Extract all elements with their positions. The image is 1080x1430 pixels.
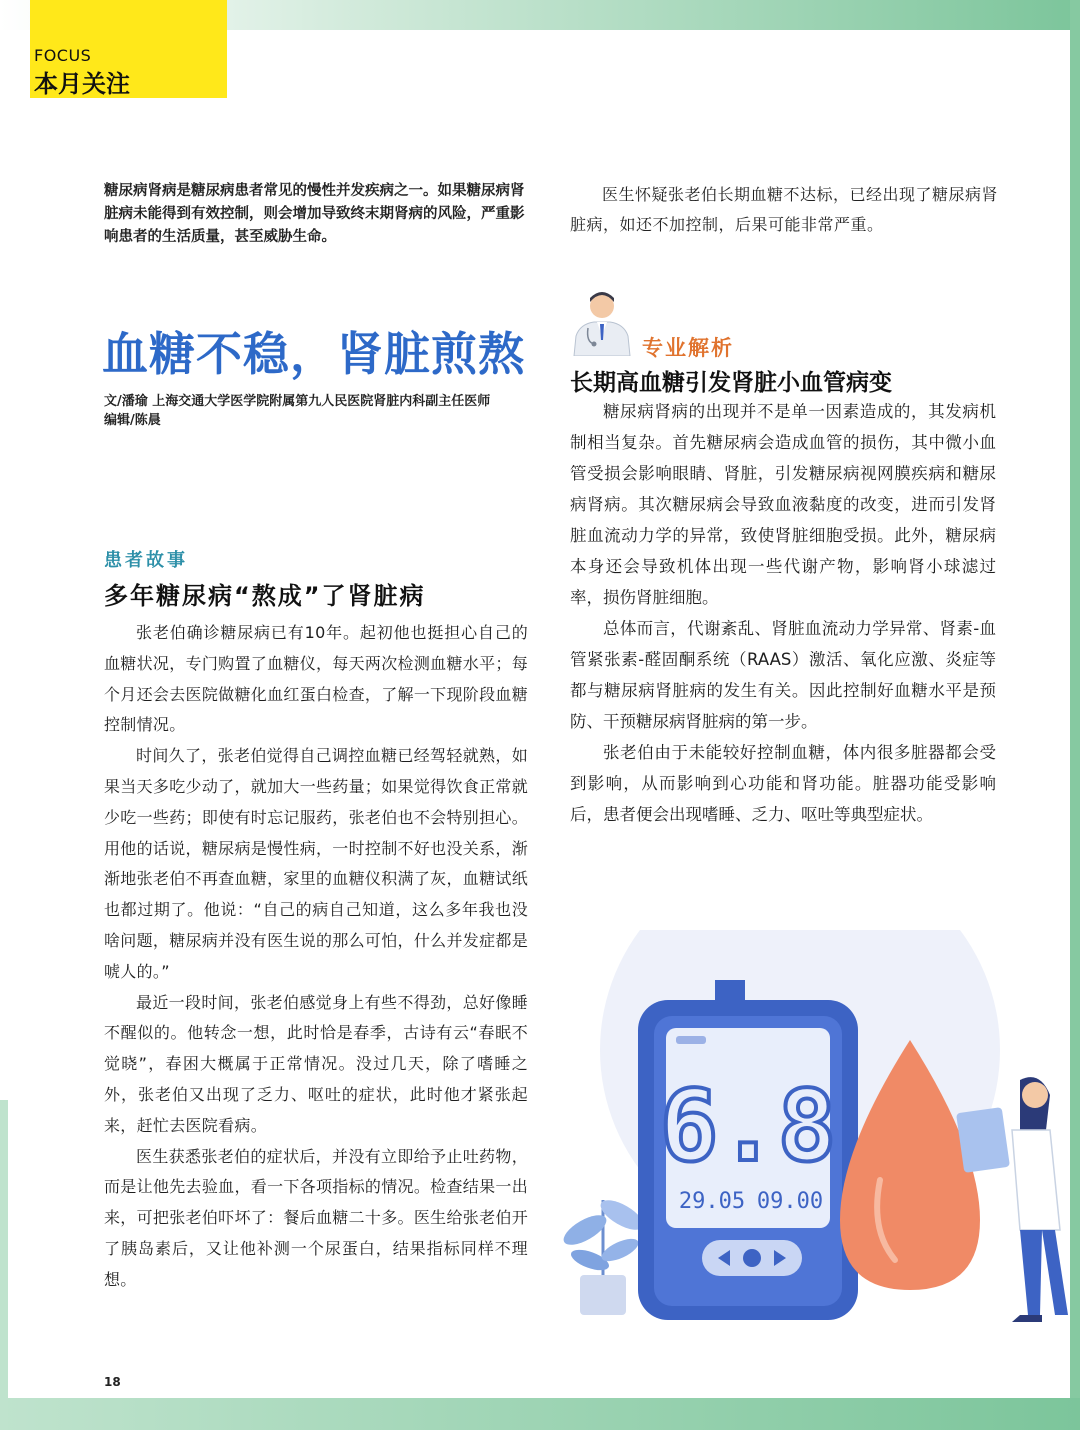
left-border	[0, 1100, 8, 1430]
lead-paragraph: 糖尿病肾病是糖尿病患者常见的慢性并发疾病之一。如果糖尿病肾脏病未能得到有效控制，则会增加导致终末期肾病的风险，严重影响患者的生活质量，甚至威胁生命。	[104, 183, 525, 245]
story-paragraph: 医生获悉张老伯的症状后，并没有立即给予止吐药物，而是让他先去验血，看一下各项指标的情况。检查结果一出来，可把张老伯吓坏了：餐后血糖二十多。医生给张老伯开了胰岛素后，又让他补测一个尿蛋白，结果指标同样不理想。	[104, 1146, 528, 1289]
bottom-border	[0, 1398, 1080, 1430]
story-body	[104, 618, 528, 1296]
glucose-meter-illustration	[550, 930, 1080, 1330]
meter-date: 29.05	[678, 1189, 746, 1214]
page-number: 18	[104, 1375, 121, 1389]
story-paragraph: 张老伯确诊糖尿病已有10年。起初他也挺担心自己的血糖状况，专门购置了血糖仪，每天两次检测血糖水平；每个月还会去医院做糖化血红蛋白检查，了解一下现阶段血糖控制情况。	[104, 623, 528, 735]
article-title: 血糖不稳，肾脏煎熬	[102, 327, 525, 381]
glucose-meter	[638, 980, 858, 1320]
analysis-tag: 专业解析	[642, 336, 734, 360]
section-label-zh: 本月关注	[34, 70, 130, 98]
analysis-body	[570, 396, 996, 830]
analysis-paragraph: 总体而言，代谢紊乱、肾脏血流动力学异常、肾素-血管紧张素-醛固酮系统（RAAS）激活、氧化应激、炎症等都与糖尿病肾脏病的发生有关。因此控制好血糖水平是预防、干预糖尿病肾脏病的第一步。	[570, 619, 996, 731]
story-paragraph: 时间久了，张老伯觉得自己调控血糖已经驾轻就熟，如果当天多吃少动了，就加大一些药量；如果觉得饮食正常就少吃一些药；即使有时忘记服药，张老伯也不会特别担心。用他的话说，糖尿病是慢性病，一时控制不好也没关系，渐渐地张老伯不再查血糖，家里的血糖仪积满了灰，血糖试纸也都过期了。他说：“自己的病自己知道，这么多年我也没啥问题，糖尿病并没有医生说的那么可怕，什么并发症都是唬人的。”	[104, 746, 528, 981]
plant-icon	[559, 1194, 648, 1315]
story-heading: 多年糖尿病“熬成”了肾脏病	[104, 582, 426, 610]
lead-right-paragraph: 医生怀疑张老伯长期血糖不达标，已经出现了糖尿病肾脏病，如还不加控制，后果可能非常严重。	[570, 185, 999, 234]
byline-author: 文/潘瑜 上海交通大学医学院附属第九人民医院肾脏内科副主任医师	[104, 394, 491, 409]
byline-editor: 编辑/陈晨	[104, 413, 161, 428]
analysis-paragraph: 张老伯由于未能较好控制血糖，体内很多脏器都会受到影响，从而影响到心功能和肾功能。脏器功能受影响后，患者便会出现嗜睡、乏力、呕吐等典型症状。	[570, 743, 996, 824]
analysis-paragraph: 糖尿病肾病的出现并不是单一因素造成的，其发病机制相当复杂。首先糖尿病会造成血管的损伤，其中微小血管受损会影响眼睛、肾脏，引发糖尿病视网膜疾病和糖尿病肾病。其次糖尿病会导致血液黏度的改变，进而引发肾脏血流动力学的异常，致使肾脏细胞受损。此外，糖尿病本身还会导致机体出现一些代谢产物，影响肾小球滤过率，损伤肾脏细胞。	[570, 402, 996, 607]
analysis-heading: 长期高血糖引发肾脏小血管病变	[570, 370, 892, 396]
meter-time: 09.00	[756, 1189, 824, 1214]
meter-reading: 6.8	[659, 1070, 837, 1184]
doctor-icon	[566, 284, 638, 356]
section-label-en: FOCUS	[34, 46, 92, 65]
story-tag: 患者故事	[104, 550, 188, 571]
story-paragraph: 最近一段时间，张老伯感觉身上有些不得劲，总好像睡不醒似的。他转念一想，此时恰是春季，古诗有云“春眠不觉晓”，春困大概属于正常情况。没过几天，除了嗜睡之外，张老伯又出现了乏力、呕吐的症状，此时他才紧张起来，赶忙去医院看病。	[104, 992, 528, 1135]
byline	[104, 392, 564, 430]
